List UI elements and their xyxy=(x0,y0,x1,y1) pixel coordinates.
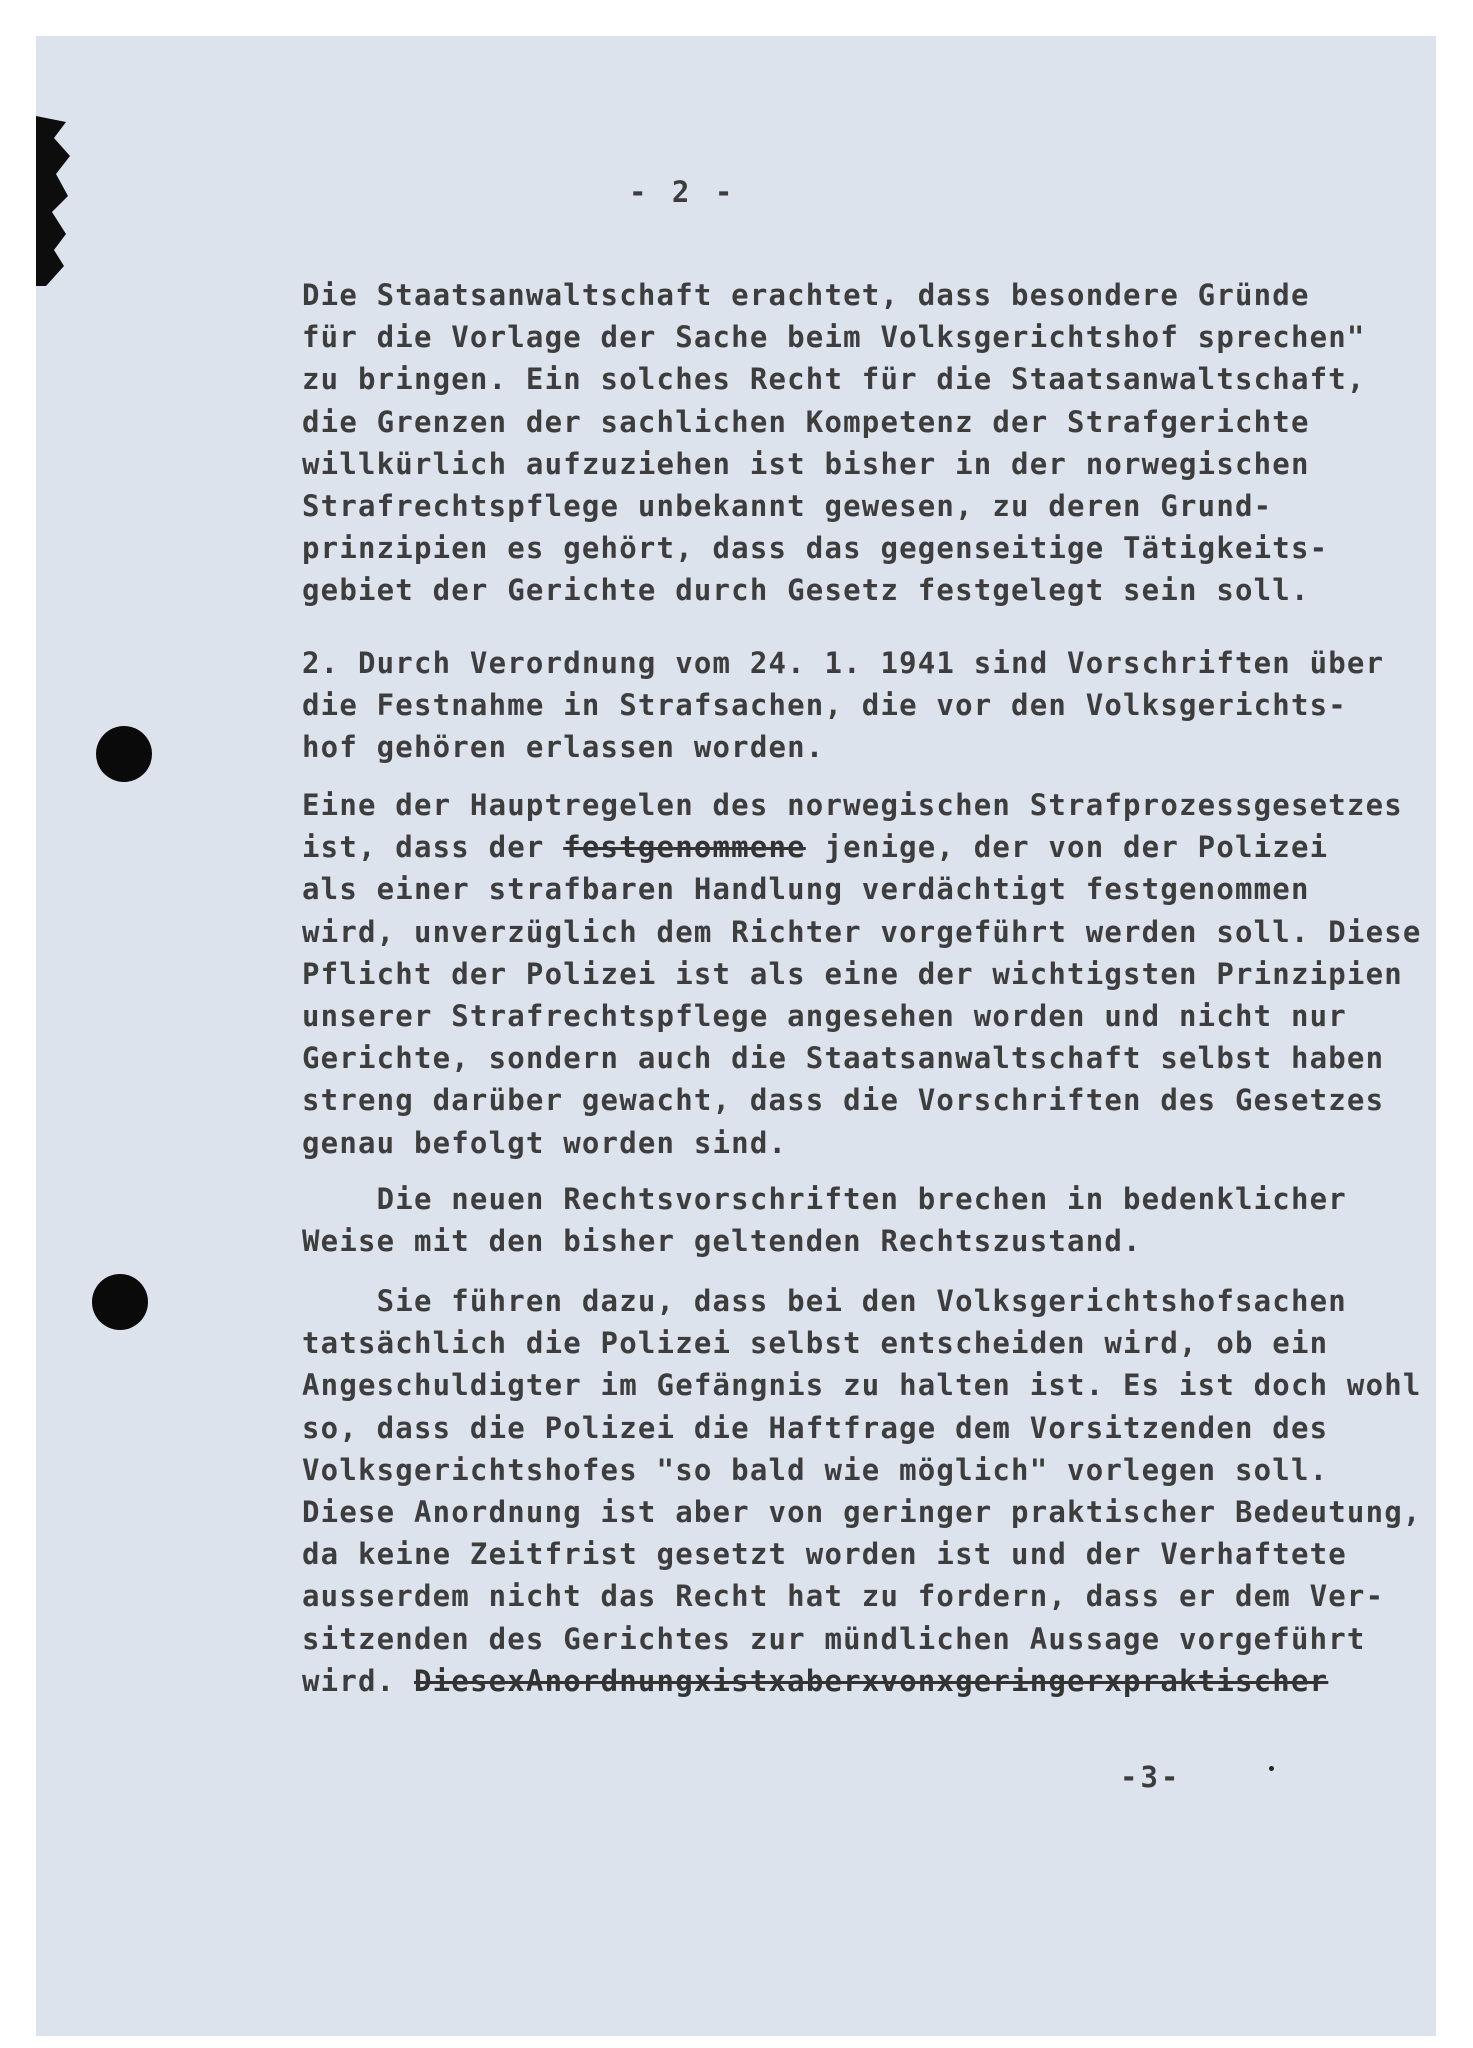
paragraph xyxy=(302,784,1422,1164)
text-line: hof gehören erlassen worden. xyxy=(302,730,825,765)
text-line: Die neuen Rechtsvorschriften brechen in bedenklicher xyxy=(302,1182,1347,1216)
strikeout-text: festgenommene xyxy=(563,830,806,865)
text-line: für die Vorlage der Sache beim Volksgerichtshof sprechen" xyxy=(302,320,1366,355)
torn-edge xyxy=(36,116,72,286)
text-line: die Grenzen der sachlichen Kompetenz der Strafgerichte xyxy=(302,404,1310,439)
text-line: Strafrechtspflege unbekannt gewesen, zu deren Grund- xyxy=(302,489,1273,524)
text-line: Diese Anordnung ist aber von geringer praktischer Bedeutung, xyxy=(302,1495,1422,1530)
text-line: ausserdem nicht das Recht hat zu fordern, dass er dem Ver- xyxy=(302,1579,1385,1614)
text-line: genau befolgt worden sind. xyxy=(302,1125,788,1160)
text-line: Pflicht der Polizei ist als eine der wichtigsten Prinzipien xyxy=(302,956,1403,991)
text-line: streng darüber gewacht, dass die Vorschriften des Gesetzes xyxy=(302,1083,1385,1118)
text-line: 2. Durch Verordnung vom 24. 1. 1941 sind Vorschriften über xyxy=(302,646,1385,680)
text-line: ist, dass der festgenommene jenige, der von der Polizei xyxy=(302,830,1329,865)
text-line: unserer Strafrechtspflege angesehen worden und nicht nur xyxy=(302,999,1347,1034)
text-line: tatsächlich die Polizei selbst entscheiden wird, ob ein xyxy=(302,1326,1329,1361)
text-line: Sie führen dazu, dass bei den Volksgerichtshofsachen xyxy=(302,1284,1347,1318)
text-line: Volksgerichtshofes "so bald wie möglich" vorlegen soll. xyxy=(302,1452,1329,1487)
paragraph xyxy=(302,642,1384,769)
document-page xyxy=(36,36,1436,2036)
ink-speck xyxy=(1269,1766,1274,1771)
text-line: Weise mit den bisher geltenden Rechtszustand. xyxy=(302,1224,1142,1259)
punch-hole xyxy=(96,726,152,782)
page-number: - 2 - xyxy=(629,175,737,209)
text-line: Eine der Hauptregelen des norwegischen Strafprozessgesetzes xyxy=(302,788,1403,822)
text-line: Die Staatsanwaltschaft erachtet, dass besondere Gründe xyxy=(302,278,1310,312)
text-line: die Festnahme in Strafsachen, die vor den Volksgerichts- xyxy=(302,688,1347,723)
text-line: sitzenden des Gerichtes zur mündlichen Aussage vorgeführt xyxy=(302,1621,1366,1656)
text-line: willkürlich aufzuziehen ist bisher in der norwegischen xyxy=(302,446,1310,481)
paragraph xyxy=(302,274,1366,612)
text-line: gebiet der Gerichte durch Gesetz festgelegt sein soll. xyxy=(302,573,1310,608)
text-line: da keine Zeitfrist gesetzt worden ist und der Verhaftete xyxy=(302,1537,1347,1572)
text-line: wird. DiesexAnordnungxistxaberxvonxgeringerxpraktischer xyxy=(302,1663,1329,1698)
text-line: Angeschuldigter im Gefängnis zu halten ist. Es ist doch wohl xyxy=(302,1368,1422,1403)
strikeout-text: DiesexAnordnungxistxaberxvonxgeringerxpraktischer xyxy=(413,1663,1329,1698)
paragraph xyxy=(302,1178,1347,1262)
text-line: zu bringen. Ein solches Recht für die Staatsanwaltschaft, xyxy=(302,362,1366,397)
text-line: prinzipien es gehört, dass das gegenseitige Tätigkeits- xyxy=(302,531,1329,566)
next-page-marker: -3- xyxy=(1120,1760,1182,1794)
punch-hole xyxy=(92,1274,148,1330)
text-line: so, dass die Polizei die Haftfrage dem Vorsitzenden des xyxy=(302,1410,1329,1445)
text-line: Gerichte, sondern auch die Staatsanwaltschaft selbst haben xyxy=(302,1041,1385,1076)
text-line: als einer strafbaren Handlung verdächtigt festgenommen xyxy=(302,872,1310,907)
paragraph xyxy=(302,1280,1422,1702)
text-line: wird, unverzüglich dem Richter vorgeführt werden soll. Diese xyxy=(302,914,1422,949)
